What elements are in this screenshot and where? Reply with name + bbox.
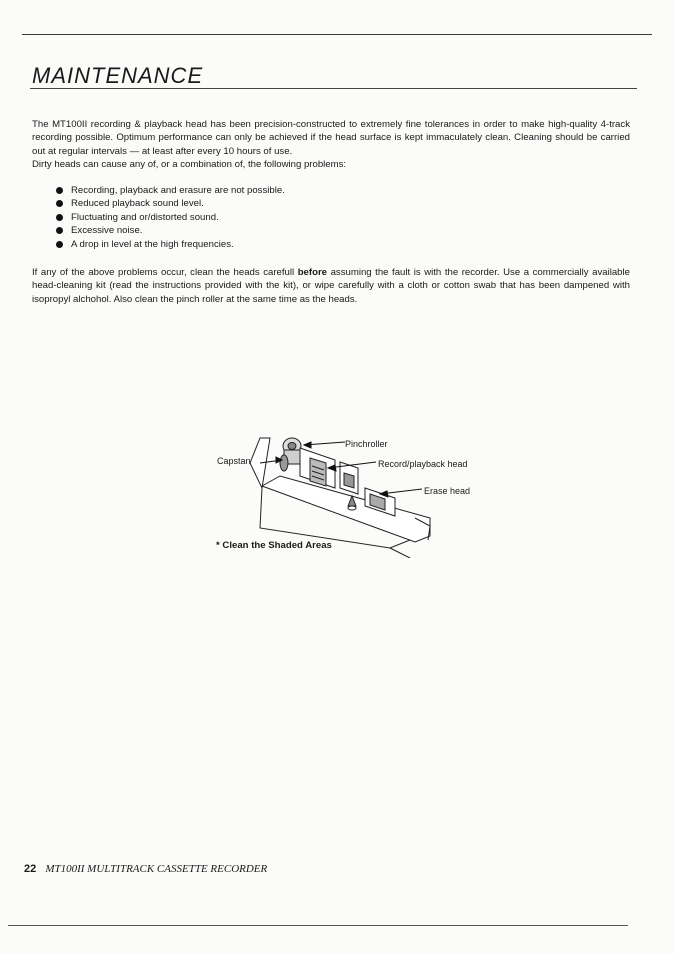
advice-paragraph [32,266,630,306]
top-rule [22,34,652,35]
bullet-icon [56,187,63,194]
list-item: A drop in level at the high frequencies. [56,238,285,251]
page-footer [24,863,267,875]
bottom-rule [8,925,628,926]
label-record-playback-head: Record/playback head [378,459,468,469]
advice-emphasis: before [297,267,328,278]
list-item: Excessive noise. [56,224,285,237]
figure-caption: * Clean the Shaded Areas [216,540,332,551]
bullet-icon [56,227,63,234]
intro-paragraph: The MT100II recording & playback head has been precision-constructed to extremely fine tolerances in order to make high-quality 4-track recording possible. Optimum performance can only be achieved if the head surface is kept immaculately clean. Cleaning should be carried out at regular intervals — at least after every 10 hours of use. [32,119,630,157]
label-pinchroller: Pinchroller [345,439,388,449]
page-number: 22 [24,863,37,875]
label-erase-head: Erase head [424,486,471,496]
advice-text-pre: If any of the above problems occur, clean the heads carefull [32,267,295,278]
footer-title: MT100II MULTITRACK CASSETTE RECORDER [45,863,268,875]
advice-text-post: assuming the fault is with the recorder. Use a commercially available head-cleaning kit (read the instructions provided with the kit), or wipe carefully with a cloth or cotton swab that has been dampened with isopropyl alchohol. Also clean the pinch roller at the same time as the heads. [32,267,630,305]
bullet-icon [56,214,63,221]
list-item: Recording, playback and erasure are not possible. [56,184,285,197]
title-underline [30,88,637,89]
intro-paragraph-2: Dirty heads can cause any of, or a combination of, the following problems: [32,159,347,170]
bullet-icon [56,200,63,207]
problem-list [56,184,285,251]
list-item: Reduced playback sound level. [56,197,285,210]
bullet-icon [56,241,63,248]
list-item: Fluctuating and or/distorted sound. [56,211,285,224]
page-title: MAINTENANCE [32,63,204,88]
label-capstan: Capstan [217,456,251,466]
